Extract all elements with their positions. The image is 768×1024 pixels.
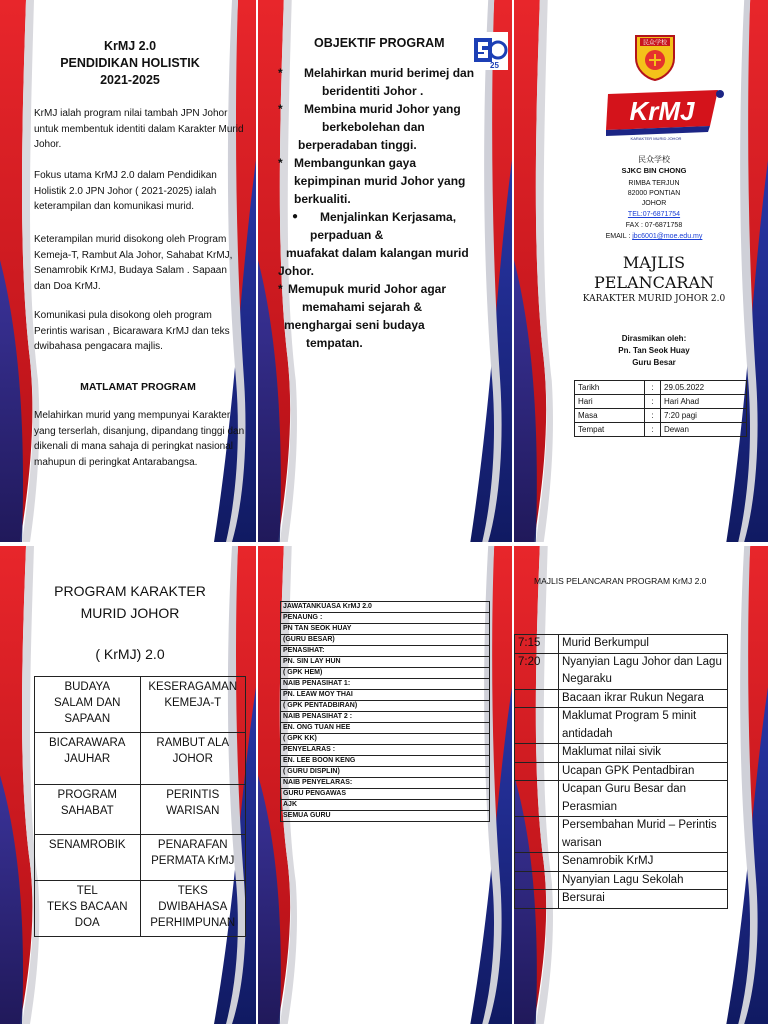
schedule-row (515, 762, 728, 781)
schedule-row (515, 653, 728, 689)
krmj-logo (606, 86, 726, 140)
panel-krmj-intro (0, 0, 256, 542)
schedule-row (515, 744, 728, 763)
committee-row (281, 613, 490, 624)
objectives-heading: OBJEKTIF PROGRAM (314, 36, 445, 50)
panel-program-list (0, 546, 256, 1024)
officiator-name: Pn. Tan Seok Huay (618, 346, 690, 355)
schedule-row (515, 635, 728, 654)
info-separator: : (645, 423, 661, 437)
panel-objectives: OBJEKTIF PROGRAM 25 * Melahirkan murid berimej dan beridentiti Johor . * Membina murid Johor yang berkebolehan dan berperadaban tinggi. * Membangunkan gaya kepimpinan murid Johor yang berkualiti. ● Menjalinkan Kerjasama, perpaduan & muafakat dalam kalangan murid Johor. * Memupuk murid Johor agar memahami sejarah & menghargai seni budaya tempatan. (258, 0, 512, 542)
schedule-time (515, 871, 559, 890)
schedule-table (514, 634, 728, 909)
committee-entry: PN TAN SEOK HUAY (281, 624, 490, 635)
committee-row (281, 745, 490, 756)
info-row (575, 409, 747, 423)
krmj-logo-text: KrMJ (629, 96, 695, 126)
committee-row (281, 602, 490, 613)
school-chinese-name: 民众学校 (638, 155, 670, 164)
committee-row (281, 657, 490, 668)
committee-row (281, 624, 490, 635)
committee-entry: (GURU BESAR) (281, 635, 490, 646)
committee-entry: ( GPK PENTADBIRAN) (281, 701, 490, 712)
address-line-1: RIMBA TERJUN (628, 180, 680, 187)
intro-paragraph-1: KrMJ ialah program nilai tambah JPN Johor untuk membentuk identiti dalam Karakter Murid Johor. (34, 108, 244, 150)
program-row (35, 881, 246, 937)
schedule-time: 7:20 (515, 653, 559, 689)
schedule-time (515, 817, 559, 853)
tel-link[interactable]: TEL:07-6871754 (627, 211, 681, 218)
committee-entry: ( GPK HEM) (281, 668, 490, 679)
info-row (575, 423, 747, 437)
committee-entry: PENYELARAS : (281, 745, 490, 756)
schedule-item: Maklumat Program 5 minit antidadah (559, 708, 728, 744)
program-cell: RAMBUT ALA JOHOR (140, 733, 246, 785)
committee-table (280, 601, 490, 822)
schedule-item: Nyanyian Lagu Johor dan Lagu Negaraku (559, 653, 728, 689)
committee-entry: PENASIHAT: (281, 646, 490, 657)
program-cell: PROGRAM SAHABAT (35, 785, 141, 835)
committee-entry: NAIB PENASIHAT 1: (281, 679, 490, 690)
info-separator: : (645, 381, 661, 395)
schedule-row (515, 708, 728, 744)
committee-entry: PENAUNG : (281, 613, 490, 624)
committee-row (281, 756, 490, 767)
schedule-time (515, 853, 559, 872)
schedule-item: Bersurai (559, 890, 728, 909)
committee-row (281, 690, 490, 701)
intro-paragraph-4: Komunikasi pula disokong oleh program Perintis warisan , Bicarawara KrMJ dan teks dwibahasa pengacara majlis. (34, 310, 230, 352)
schedule-row (515, 853, 728, 872)
program-cell: TEKS DWIBAHASA PERHIMPUNAN (140, 881, 246, 937)
info-value: Dewan (661, 423, 747, 437)
crest-label: 民众学校 (642, 39, 668, 47)
schedule-item: Bacaan ikrar Rukun Negara (559, 689, 728, 708)
info-label: Tempat (575, 423, 645, 437)
schedule-item: Ucapan GPK Pentadbiran (559, 762, 728, 781)
intro-title: KrMJ 2.0 PENDIDIKAN HOLISTIK 2021-2025 (60, 39, 200, 87)
school-name: SJKC BIN CHONG (621, 166, 687, 175)
info-row (575, 395, 747, 409)
intro-paragraph-3: Keterampilan murid disokong oleh Program Kemeja-T, Rambut Ala Johor, Sahabat KrMJ, Senamrobik KrMJ, Budaya Salam . Sapaan dan Doa KrMJ. (34, 234, 233, 292)
info-label: Tarikh (575, 381, 645, 395)
committee-row (281, 734, 490, 745)
event-info-table (574, 380, 747, 437)
committee-entry: GURU PENGAWAS (281, 789, 490, 800)
info-separator: : (645, 395, 661, 409)
committee-entry: PN. SIN LAY HUN (281, 657, 490, 668)
info-separator: : (645, 409, 661, 423)
panel-committee (258, 546, 512, 1024)
matlamat-paragraph: Melahirkan murid yang mempunyai Karakter yang terserlah, disanjung, dipandang tinggi dan dikenali di mana sahaja di peringkat nasional mahupun di peringkat Antarabangsa. (34, 410, 245, 468)
program-row (35, 835, 246, 881)
committee-entry: ( GPK KK) (281, 734, 490, 745)
committee-entry: AJK (281, 800, 490, 811)
panel-cover (514, 0, 768, 542)
committee-row (281, 778, 490, 789)
info-row (575, 381, 747, 395)
program-cell: BUDAYA SALAM DAN SAPAAN (35, 677, 141, 733)
schedule-time: 7:15 (515, 635, 559, 654)
program-cell: KESERAGAMAN KEMEJA-T (140, 677, 246, 733)
info-value: 7:20 pagi (661, 409, 747, 423)
schedule-row (515, 781, 728, 817)
schedule-item: Persembahan Murid – Perintis warisan (559, 817, 728, 853)
schedule-title: MAJLIS PELANCARAN PROGRAM KrMJ 2.0 (534, 576, 707, 586)
schedule-row (515, 890, 728, 909)
committee-row (281, 789, 490, 800)
program-row (35, 733, 246, 785)
school-crest-logo (632, 32, 678, 82)
schedule-row (515, 871, 728, 890)
committee-row (281, 635, 490, 646)
schedule-time (515, 689, 559, 708)
program-subtitle: ( KrMJ) 2.0 (95, 646, 165, 662)
program-cell: TEL TEKS BACAAN DOA (35, 881, 141, 937)
address-line-2: 82000 PONTIAN (627, 190, 681, 197)
program-cell: BICARAWARA JAUHAR (35, 733, 141, 785)
schedule-row (515, 817, 728, 853)
committee-entry: EN. LEE BOON KENG (281, 756, 490, 767)
address-line-3: JOHOR (641, 200, 667, 207)
program-cell: PERINTIS WARISAN (140, 785, 246, 835)
schedule-row (515, 689, 728, 708)
committee-entry: SEMUA GURU (281, 811, 490, 822)
info-value: 29.05.2022 (661, 381, 747, 395)
committee-row (281, 668, 490, 679)
dirasmikan-label: Dirasmikan oleh: (621, 334, 687, 343)
program-row (35, 785, 246, 835)
schedule-time (515, 762, 559, 781)
krmj-logo-caption: KARAKTER MURID JOHOR (630, 136, 682, 140)
program-cell: PENARAFAN PERMATA KrMJ (140, 835, 246, 881)
committee-entry: EN. ONG TUAN HEE (281, 723, 490, 734)
program-table (34, 676, 246, 937)
committee-entry: ( GURU DISPLIN) (281, 767, 490, 778)
program-cell: SENAMROBIK (35, 835, 141, 881)
intro-paragraph-2: Fokus utama KrMJ 2.0 dalam Pendidikan Holistik 2.0 JPN Johor ( 2021-2025) ialah keterampilan dan komunikasi murid. (34, 170, 217, 212)
committee-row (281, 811, 490, 822)
panel-schedule (514, 546, 768, 1024)
committee-row (281, 701, 490, 712)
committee-row (281, 712, 490, 723)
schedule-item: Nyanyian Lagu Sekolah (559, 871, 728, 890)
program-title: PROGRAM KARAKTER MURID JOHOR (54, 583, 206, 621)
program-row (35, 677, 246, 733)
committee-row (281, 679, 490, 690)
schedule-time (515, 890, 559, 909)
info-value: Hari Ahad (661, 395, 747, 409)
schedule-item: Senamrobik KrMJ (559, 853, 728, 872)
matlamat-heading: MATLAMAT PROGRAM (80, 381, 196, 393)
fax-text: FAX : 07-6871758 (625, 222, 683, 229)
email-link[interactable]: jbc6001@moe.edu.my (632, 233, 703, 240)
committee-row (281, 800, 490, 811)
schedule-item: Ucapan Guru Besar dan Perasmian (559, 781, 728, 817)
committee-entry: NAIB PENASIHAT 2 : (281, 712, 490, 723)
schedule-item: Murid Berkumpul (559, 635, 728, 654)
logo-25-label: 25 (490, 61, 499, 70)
committee-entry: NAIB PENYELARAS: (281, 778, 490, 789)
schedule-time (515, 708, 559, 744)
committee-row (281, 646, 490, 657)
officiator-title: Guru Besar (632, 358, 676, 367)
committee-entry: JAWATANKUASA KrMJ 2.0 (281, 602, 490, 613)
schedule-time (515, 744, 559, 763)
info-label: Masa (575, 409, 645, 423)
committee-row (281, 723, 490, 734)
event-subtitle: KARAKTER MURID JOHOR 2.0 (582, 294, 726, 304)
event-title: MAJLIS PELANCARAN (593, 253, 715, 292)
committee-entry: PN. LEAW MOY THAI (281, 690, 490, 701)
info-label: Hari (575, 395, 645, 409)
email-line: EMAIL : jbc6001@moe.edu.my (605, 233, 703, 240)
committee-row (281, 767, 490, 778)
schedule-item: Maklumat nilai sivik (559, 744, 728, 763)
schedule-time (515, 781, 559, 817)
